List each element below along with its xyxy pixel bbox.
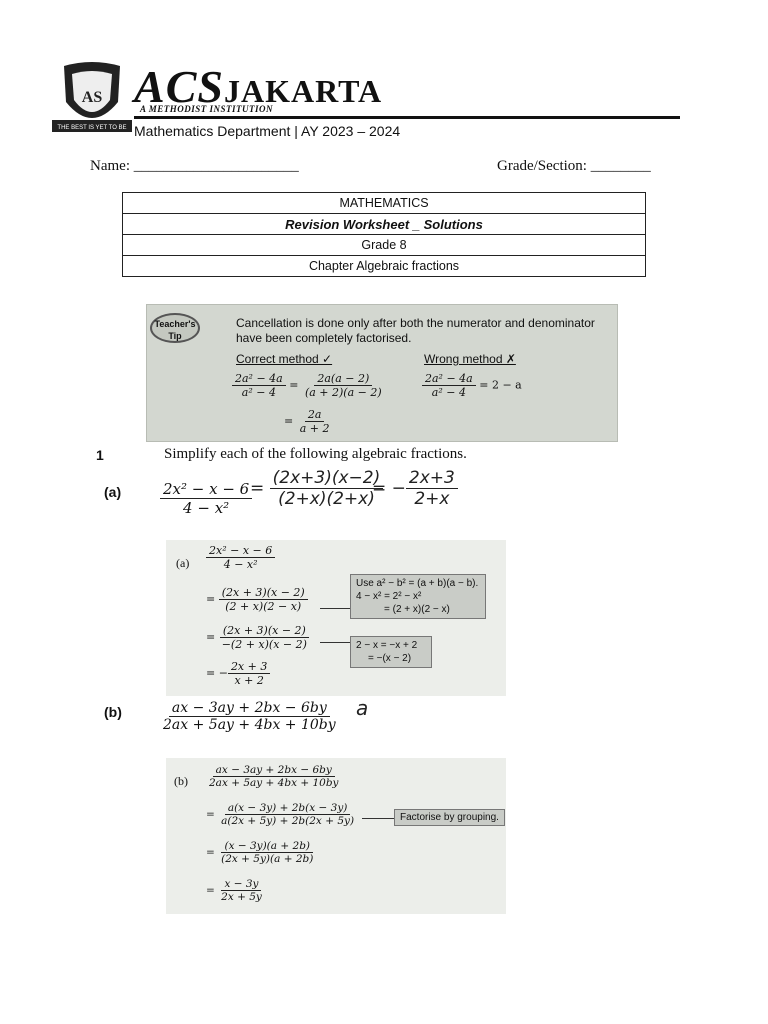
solution-b-note-grouping: Factorise by grouping. [394,809,505,826]
solution-b-arrow [362,818,394,819]
part-b-handwritten-mark: a [356,696,369,720]
part-b-label: (b) [104,704,122,720]
solution-a-arrow-1 [320,608,350,609]
tip-correct-step1: $\frac{\text{2a² − 4a}}{\text{a² − 4}}$ = $\frac{2a(a - 2)}{(a + 2)(a - 2)}$ [232,372,385,399]
part-a-label: (a) [104,484,122,500]
institution-tagline: A METHODIST INSTITUTION [140,104,274,114]
worksheet-title: Revision Worksheet _ Solutions [123,214,646,235]
correct-method-label: Correct method ✓ [236,352,333,366]
part-a-handwritten-work: = $\frac{(2x+3)(x-2)}{(2+x)(2+x)}$ [250,468,383,509]
tip-correct-step2: = $\frac{2a}{a + 2}$ [284,408,330,435]
question-instruction: Simplify each of the following algebraic fractions. [164,446,467,462]
school-logo [52,58,132,138]
teachers-tip-badge: Teacher's Tip [150,313,200,343]
subject-title: MATHEMATICS [123,193,646,214]
part-a-expression: $\frac{\text{2x² − x − 6}}{\text{4 − x²}}$ [160,480,252,517]
solution-a-step2: = $\frac{(2x + 3)(x - 2)}{(2 + x)(2 - x)}$ [206,586,308,613]
name-field-label: Name: ______________________ [90,158,299,174]
solution-a-label: (a) [176,556,190,570]
solution-a-arrow-2 [320,642,350,643]
solution-b-step3: = $\frac{(x - 3y)(a + 2b)}{(2x + 5y)(a + 2b)}$ [206,840,314,865]
header-rule [134,116,680,119]
solution-a-step3: = $\frac{(2x + 3)(x - 2)}{-(2 + x)(x - 2)}$ [206,624,307,651]
part-a-handwritten-answer: = − $\frac{2x+3}{2+x}$ [372,468,458,509]
solution-a-step4: = − $\frac{2x + 3}{x + 2}$ [206,660,270,687]
solution-a-step1: $\frac{\text{2x² − x − 6}}{\text{4 − x²}}$ [206,544,275,571]
solution-b-label: (b) [174,774,188,788]
tip-wrong-step: $\frac{\text{2a² − 4a}}{\text{a² − 4}}$ = 2 − a [422,372,522,399]
department-line: Mathematics Department | AY 2023 – 2024 [134,123,401,139]
solution-a-note-sign-change: 2 − x = −x + 2 = −(x − 2) [350,636,432,668]
svg-text:THE BEST IS YET TO BE: THE BEST IS YET TO BE [57,125,127,131]
svg-text:AS: AS [81,89,103,106]
chapter-cell: Chapter Algebraic fractions [123,256,646,277]
grade-cell: Grade 8 [123,235,646,256]
part-b-expression: $\frac{ax - 3ay + 2bx - 6by}{2ax + 5ay + 4bx + 10by}$ [163,700,336,733]
question-number: 1 [96,447,104,463]
title-table [122,192,646,277]
solution-b-step4: = $\frac{x - 3y}{2x + 5y}$ [206,878,262,903]
solution-a-note-difference-of-squares: Use a² − b² = (a + b)(a − b). 4 − x² = 2² − x² = (2 + x)(2 − x) [350,574,486,619]
tip-text: Cancellation is done only after both the numerator and denominator have been completely factorised. [236,316,595,345]
grade-section-label: Grade/Section: ________ [497,158,651,174]
solution-b-step1: $\frac{ax - 3ay + 2bx - 6by}{2ax + 5ay + 4bx + 10by}$ [209,764,339,789]
wrong-method-label: Wrong method ✗ [424,352,516,366]
school-brand: ACSJAKARTA [134,61,383,112]
brand-city: JAKARTA [223,73,383,109]
solution-b-step2: = $\frac{a(x - 3y) + 2b(x - 3y)}{a(2x + 5y) + 2b(2x + 5y)}$ [206,802,355,827]
